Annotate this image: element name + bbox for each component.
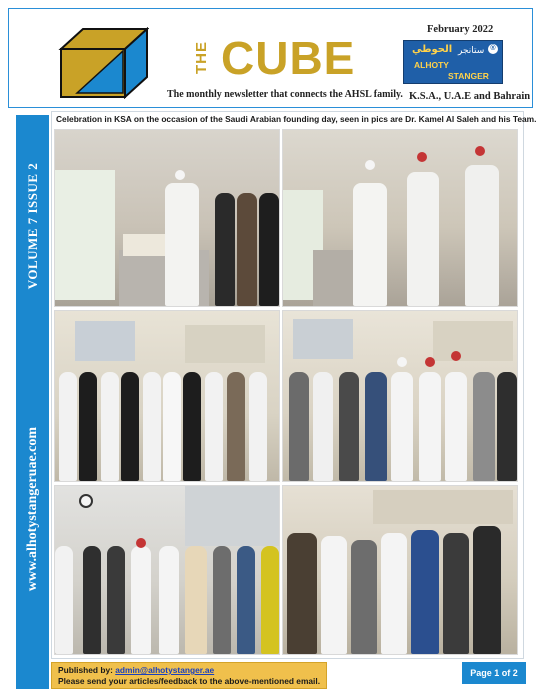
newsletter-title: CUBE: [221, 32, 356, 84]
photo-cake-cutting-1: [54, 129, 280, 307]
brand-name-line2: STANGER: [448, 71, 489, 81]
photo-cake-cutting-2: [282, 129, 518, 307]
publisher-email-link[interactable]: admin@alhotystanger.ae: [115, 665, 215, 675]
photo-caption: Celebration in KSA on the occasion of the Saudi Arabian founding day, seen in pics are Dr. Kamel Al Saleh and his Team.: [56, 114, 537, 124]
published-by-line: [58, 665, 320, 676]
title-the: THE: [193, 41, 210, 74]
registered-mark-icon: ®: [488, 44, 498, 54]
submission-note: Please send your articles/feedback to the above-mentioned email.: [58, 676, 321, 686]
regions: K.S.A., U.A.E and Bahrain: [409, 91, 531, 102]
photo-team-group-1: [54, 310, 280, 482]
cube-logo-icon: [57, 27, 149, 99]
publisher-info: [51, 662, 327, 689]
photo-staff-group: [282, 485, 518, 655]
brand-arabic-sub: ستانجر: [458, 46, 485, 56]
masthead: [8, 8, 533, 108]
company-logo: [403, 40, 503, 84]
brand-name-line1: ALHOTY: [414, 60, 449, 70]
page-number: Page 1 of 2: [462, 662, 526, 684]
photo-workshop-group: [54, 485, 280, 655]
brand-arabic-name: الحوطي: [412, 44, 453, 55]
published-label: Published by:: [58, 665, 113, 675]
issue-date: February 2022: [427, 24, 494, 35]
tagline: The monthly newsletter that connects the AHSL family.: [167, 89, 403, 100]
newsletter-page: THE CUBE The monthly newsletter that connects the AHSL family. February 2022 الحوطي ستانجر ALHOTY STANGER ® K.S.A., U.A.E and Bahrain VOLUME 7 ISSUE 2 www.alhotystangeruae.com Celebration in KSA on the occasion of the Saudi Arabian founding day, seen in pics are Dr. Kamel Al Saleh and his Team. Published by: admin@alhotystanger.ae Please send your articles/feedback to the above-mentioned email. Page 1 of 2: [0, 0, 541, 700]
photo-team-group-2: [282, 310, 518, 482]
